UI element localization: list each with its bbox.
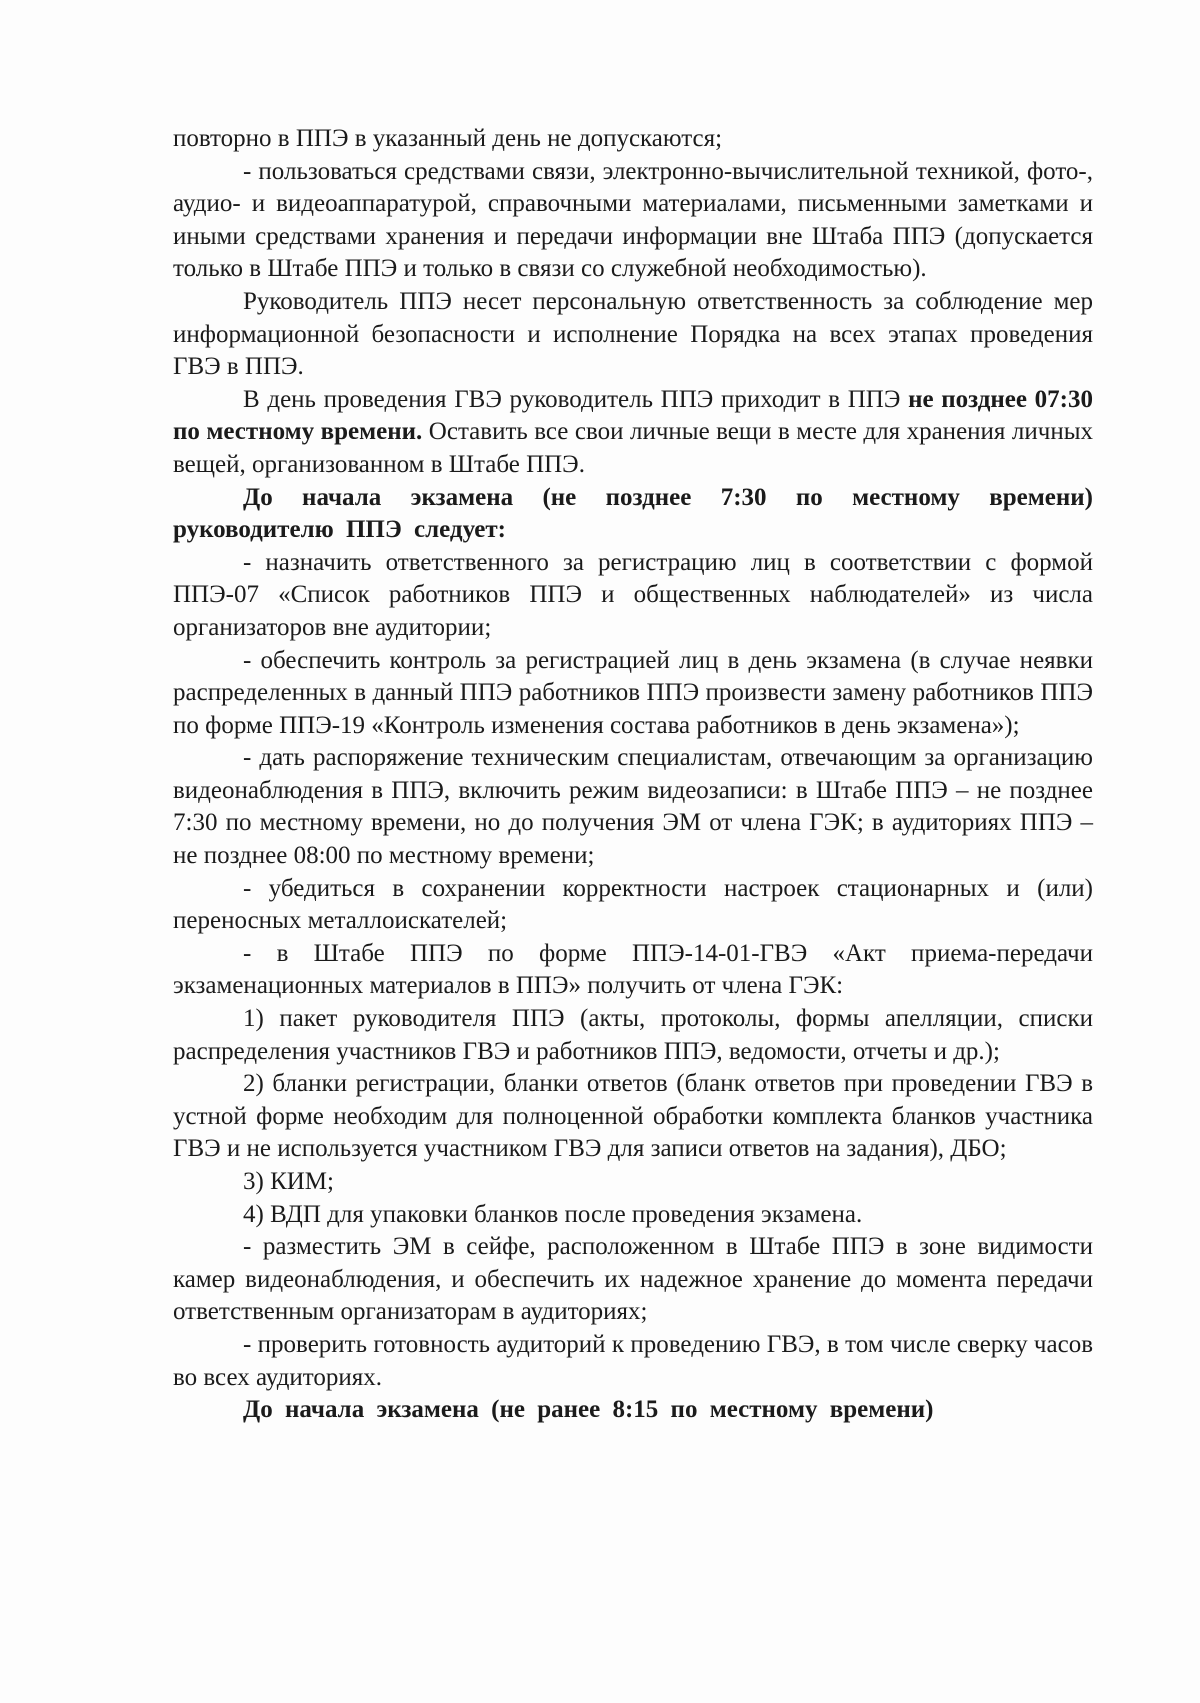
paragraph-prohibition-communication: - пользоваться средствами связи, электронно-вычислительной техникой, фото-, аудио- и видеоаппаратурой, справочными материалами, письменными заметками и иными средствами хранения и передачи информации вне Штаба ППЭ (допускается только в Штабе ППЭ и только в связи со служебной необходимостью). — [173, 157, 1093, 283]
arrival-deadline-bold: не позднее 07:30 по местному времени. — [173, 385, 1094, 446]
list-item-2-forms: 2) бланки регистрации, бланки ответов (бланк ответов при проведении ГВЭ в устной форме необходим для полноценной обработки комплекта бланков участника ГВЭ и не используется участником ГВЭ для записи ответов на задания), ДБО; — [173, 1070, 1093, 1163]
heading-before-exam-730: До начала экзамена (не позднее 7:30 по местному времени) руководителю ППЭ следует: — [173, 483, 1093, 544]
heading-before-exam-815: До начала экзамена (не ранее 8:15 по местному времени) — [243, 1396, 934, 1424]
paragraph-responsibility: Руководитель ППЭ несет персональную ответственность за соблюдение мер информационной безопасности и исполнение Порядка на всех этапах проведения ГВЭ в ППЭ. — [173, 287, 1093, 381]
paragraph-assign-registration: - назначить ответственного за регистрацию лиц в соответствии с формой ППЭ-07 «Список работников ППЭ и общественных наблюдателей» из числа организаторов вне аудитории; — [173, 548, 1093, 641]
document-body — [173, 123, 1093, 1427]
paragraph-metal-detectors: - убедиться в сохранении корректности настроек стационарных и (или) переносных металлоискателей; — [173, 874, 1093, 935]
paragraph-arrival-time — [173, 384, 1093, 482]
arrival-text-start: В день проведения ГВЭ руководитель ППЭ приходит в ППЭ — [243, 385, 909, 413]
list-item-3-kim: 3) КИМ; — [243, 1168, 334, 1195]
arrival-text-end: Оставить все свои личные вещи в месте для хранения личных вещей, организованном в Штабе ППЭ. — [173, 418, 1093, 478]
list-item-4-vdp: 4) ВДП для упаковки бланков после проведения экзамена. — [243, 1200, 863, 1228]
paragraph-check-readiness: - проверить готовность аудиторий к проведению ГВЭ, в том числе сверку часов во всех аудиториях. — [173, 1330, 1093, 1391]
paragraph-video-recording: - дать распоряжение техническим специалистам, отвечающим за организацию видеонаблюдения в ППЭ, включить режим видеозаписи: в Штабе ППЭ – не позднее 7:30 по местному времени, но до получения ЭМ от члена ГЭК; в аудиториях ППЭ – не позднее 08:00 по местному времени; — [173, 744, 1093, 870]
list-item-1-package: 1) пакет руководителя ППЭ (акты, протоколы, формы апелляции, списки распределения участников ГВЭ и работников ППЭ, ведомости, отчеты и др.); — [173, 1005, 1093, 1065]
paragraph-continuation: повторно в ППЭ в указанный день не допускаются; — [173, 125, 723, 152]
paragraph-registration-control: - обеспечить контроль за регистрацией лиц в день экзамена (в случае неявки распределенных в данный ППЭ работников ППЭ произвести замену работников ППЭ по форме ППЭ-19 «Контроль изменения состава работников в день экзамена»); — [173, 646, 1093, 739]
paragraph-receive-materials: - в Штабе ППЭ по форме ППЭ-14-01-ГВЭ «Акт приема-передачи экзаменационных материалов в ППЭ» получить от члена ГЭК: — [173, 939, 1093, 1000]
paragraph-safe-storage: - разместить ЭМ в сейфе, расположенном в Штабе ППЭ в зоне видимости камер видеонаблюдения, и обеспечить их надежное хранение до момента передачи ответственным организаторам в аудиториях; — [173, 1233, 1093, 1326]
